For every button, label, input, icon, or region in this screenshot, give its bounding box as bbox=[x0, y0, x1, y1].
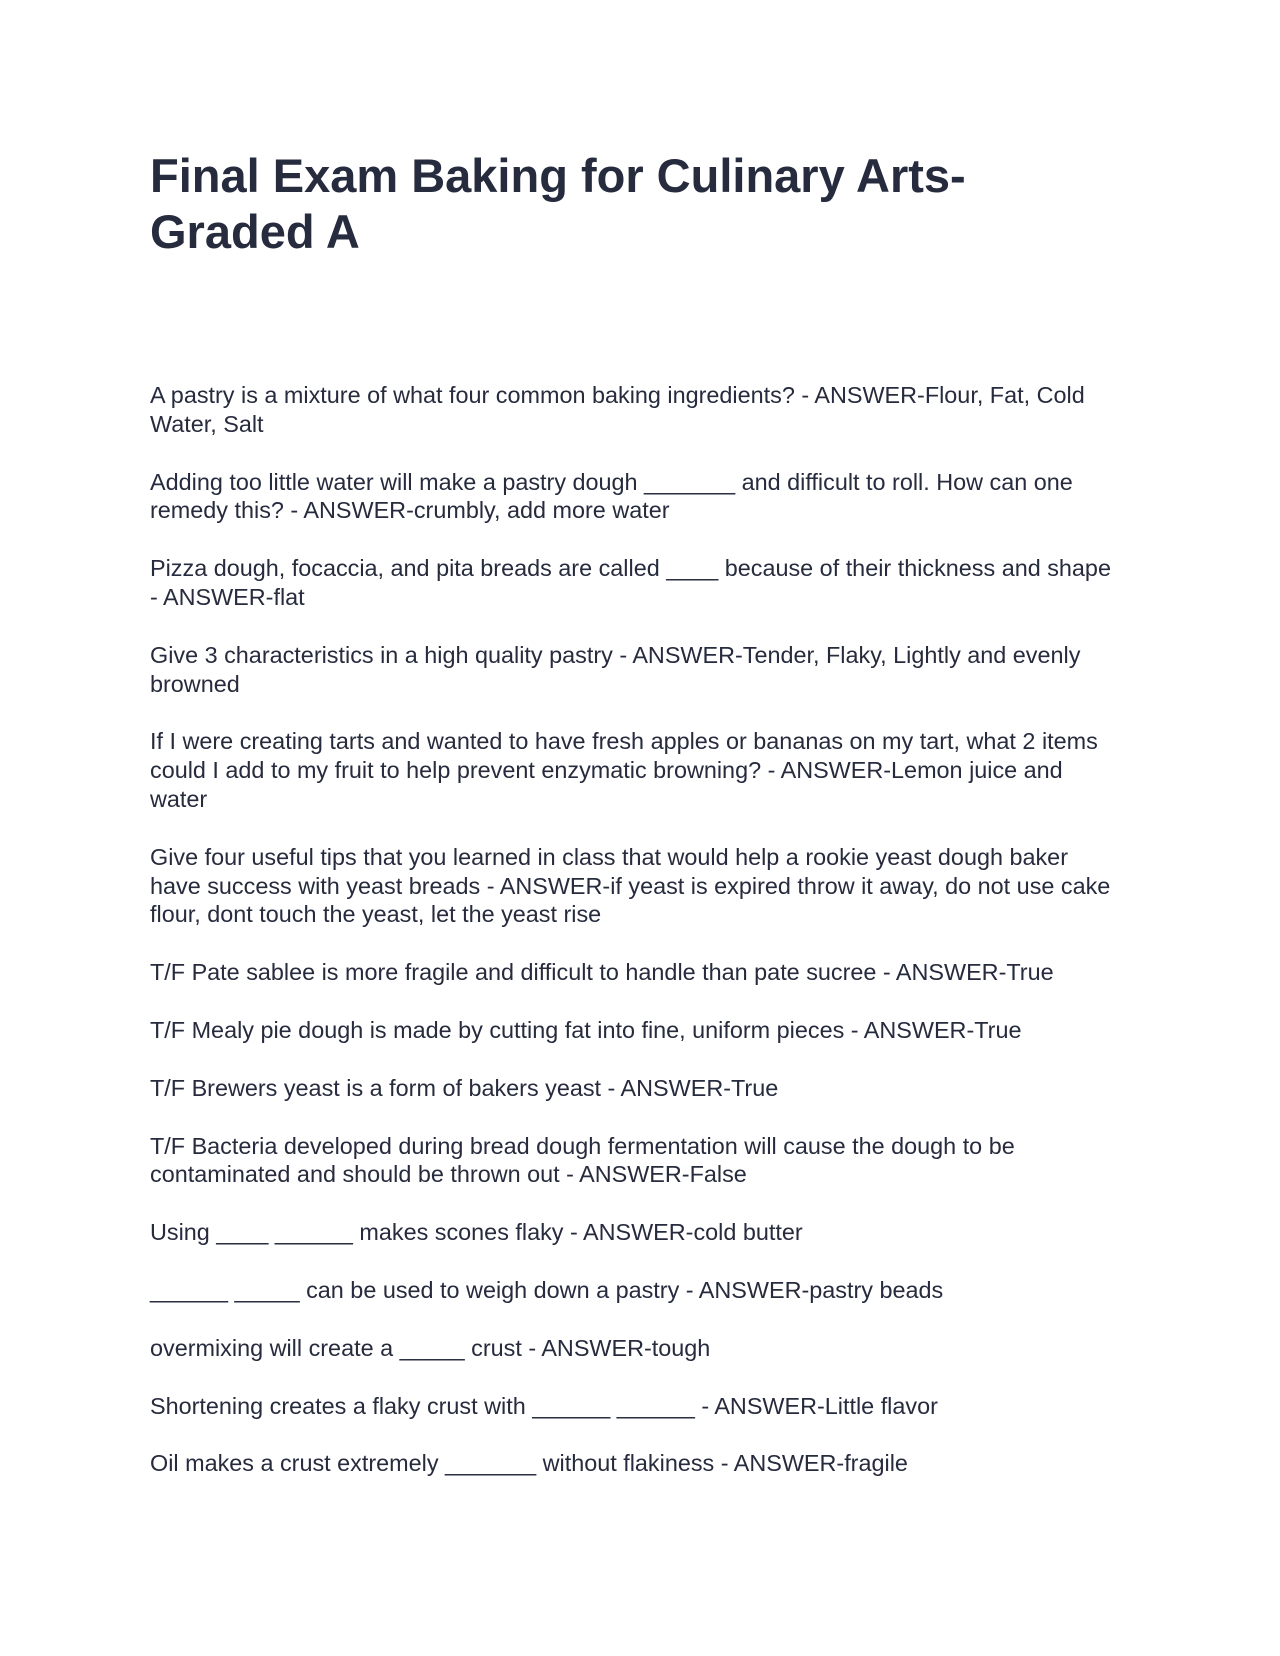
answer-text: fragile bbox=[844, 1450, 908, 1477]
answer-prefix: - ANSWER- bbox=[283, 497, 414, 524]
answer-text: if yeast is expired throw it away, do not use cake flour, dont touch the yeast, let the yeast rise bbox=[150, 872, 1111, 928]
answer-prefix: - ANSWER- bbox=[612, 641, 743, 668]
answer-text: crumbly, add more water bbox=[413, 497, 670, 524]
answer-prefix: - ANSWER- bbox=[679, 1276, 810, 1303]
qa-item-15 bbox=[150, 1449, 1125, 1478]
answer-text: flat bbox=[273, 583, 305, 610]
answer-text: True bbox=[731, 1074, 779, 1101]
answer-prefix: - ANSWER- bbox=[694, 1392, 825, 1419]
qa-item-10 bbox=[150, 1132, 1125, 1190]
answer-text: Flour, Fat, Cold Water, Salt bbox=[150, 382, 1085, 437]
answer-prefix: - ANSWER- bbox=[876, 959, 1007, 986]
answer-prefix: - ANSWER- bbox=[601, 1074, 732, 1101]
question-text: T/F Bacteria developed during bread dough fermentation will cause the dough to be contaminated and should be thrown out bbox=[150, 1132, 1015, 1188]
question-text: Adding too little water will make a pastry dough _______ and difficult to roll. How can one remedy this? bbox=[150, 468, 1073, 524]
qa-item-12 bbox=[150, 1276, 1125, 1305]
answer-prefix: - ANSWER- bbox=[794, 382, 925, 408]
answer-text: True bbox=[974, 1016, 1022, 1043]
qa-item-13 bbox=[150, 1334, 1125, 1363]
question-text: A pastry is a mixture of what four common baking ingredients? bbox=[150, 382, 795, 408]
question-text: Oil makes a crust extremely _______ without flakiness bbox=[150, 1450, 715, 1477]
answer-prefix: - ANSWER- bbox=[844, 1016, 975, 1043]
question-text: If I were creating tarts and wanted to have fresh apples or bananas on my tart, what 2 items could I add to my fruit to help prevent enzymatic browning? bbox=[150, 728, 1098, 784]
document-title: Final Exam Baking for Culinary Arts-Graded A bbox=[150, 149, 966, 258]
question-text: Pizza dough, focaccia, and pita breads are called ____ because of their thickness and shape bbox=[150, 555, 1111, 582]
answer-prefix: - ANSWER- bbox=[480, 872, 611, 899]
answer-text: tough bbox=[651, 1334, 711, 1361]
qa-item-11 bbox=[150, 1218, 1125, 1247]
answer-prefix: - ANSWER- bbox=[761, 757, 892, 784]
question-text: Shortening creates a flaky crust with ______ ______ bbox=[150, 1392, 695, 1419]
qa-item-3 bbox=[150, 554, 1125, 612]
qa-item-6 bbox=[150, 843, 1125, 929]
question-text: T/F Brewers yeast is a form of bakers yeast bbox=[150, 1074, 602, 1101]
answer-prefix: - ANSWER- bbox=[563, 1219, 694, 1246]
qa-item-7 bbox=[150, 958, 1125, 987]
question-text: Give 3 characteristics in a high quality pastry bbox=[150, 641, 613, 668]
question-text: overmixing will create a _____ crust bbox=[150, 1334, 522, 1361]
question-text: T/F Mealy pie dough is made by cutting fat into fine, uniform pieces bbox=[150, 1016, 845, 1043]
answer-text: cold butter bbox=[693, 1219, 803, 1246]
question-text: ______ _____ can be used to weigh down a pastry bbox=[150, 1276, 680, 1303]
qa-item-9 bbox=[150, 1074, 1125, 1103]
qa-item-4 bbox=[150, 641, 1125, 699]
qa-list bbox=[150, 381, 1125, 1507]
question-text: Using ____ ______ makes scones flaky bbox=[150, 1219, 564, 1246]
answer-prefix: - ANSWER- bbox=[521, 1334, 652, 1361]
question-text: T/F Pate sablee is more fragile and difficult to handle than pate sucree bbox=[150, 959, 877, 986]
answer-text: Lemon juice and water bbox=[150, 757, 1063, 812]
answer-text: Little flavor bbox=[824, 1392, 938, 1419]
answer-prefix: - ANSWER- bbox=[150, 583, 274, 610]
qa-item-2 bbox=[150, 468, 1125, 526]
qa-item-14 bbox=[150, 1392, 1125, 1421]
question-text: Give four useful tips that you learned in class that would help a rookie yeast dough baker have success with yeast breads bbox=[150, 843, 1068, 899]
answer-prefix: - ANSWER- bbox=[714, 1450, 845, 1477]
answer-text: pastry beads bbox=[809, 1276, 944, 1303]
qa-item-1 bbox=[150, 381, 1125, 439]
answer-text: True bbox=[1006, 959, 1054, 986]
qa-item-8 bbox=[150, 1016, 1125, 1045]
qa-item-5 bbox=[150, 727, 1125, 813]
answer-text: Tender, Flaky, Lightly and evenly browned bbox=[150, 641, 1081, 697]
answer-prefix: - ANSWER- bbox=[559, 1161, 690, 1188]
answer-text: False bbox=[689, 1161, 747, 1188]
